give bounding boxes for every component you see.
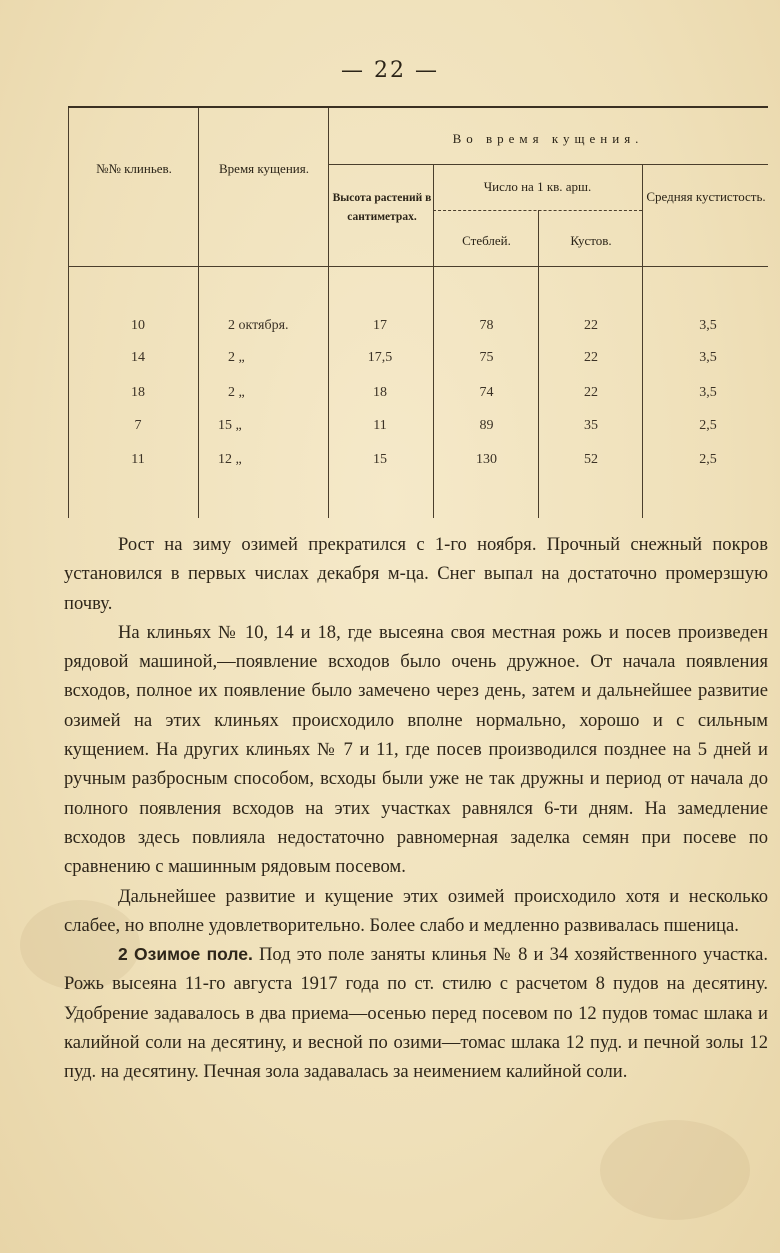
cell-height: 17,5 [367, 350, 393, 365]
header-tillering-time: Время кущения. [219, 161, 309, 176]
table-column-divider [328, 108, 329, 518]
section-heading-winter-field: 2 Озимое поле. [118, 944, 253, 965]
cell-clin-number: 14 [131, 350, 145, 365]
header-bushes: Кустов. [570, 233, 612, 248]
table-column-divider [642, 164, 643, 518]
table-border-left [68, 108, 69, 518]
data-table [68, 106, 768, 518]
cell-tillering-time: 12 „ [218, 452, 242, 467]
cell-tillering-time: 2 „ [228, 350, 245, 365]
paragraph-clins-sowing: На клиньях № 10, 14 и 18, где высеяна своя местная рожь и посев произведен рядовой машиной,—появление всходов было очень дружное. От начала появления всходов, полное их появление было замечено через день, затем и дальнейшее развитие озимей на этих клиньях происходило вполне нормально, хорошо и с сильным кущением. На других клиньях № 7 и 11, где посев производился позднее на 5 дней и ручным разбросным способом, всходы были уже не так дружны и период от начала до полного появления всходов на этих участках равнялся 6-ти дням. На замедление всходов здесь повлияла недостаточно равномерная заделка семян при посеве по сравнению с машинным рядовым посевом. [64, 621, 768, 878]
cell-average-bushiness: 3,5 [699, 350, 717, 365]
cell-stems: 74 [479, 385, 494, 400]
table-column-divider [433, 164, 434, 518]
cell-clin-number: 18 [131, 385, 145, 400]
paragraph-winter-stop: Рост на зиму озимей прекратился с 1-го ноября. Прочный снежный покров установился в первых числах декабря м-ца. Снег выпал на достаточно промерзшую почву. [64, 534, 768, 614]
cell-clin-number: 11 [131, 452, 145, 467]
header-average-bushiness: Средняя кустистость. [646, 189, 766, 204]
header-during-tillering: Во время кущения. [452, 131, 644, 146]
cell-stems: 89 [479, 418, 494, 433]
cell-bushes: 35 [584, 418, 598, 433]
cell-stems: 78 [479, 318, 494, 333]
paragraph-winter-field-text: Под это поле заняты клинья № 8 и 34 хозяйственного участка. Рожь высеяна 11-го августа 1917 года по ст. стилю с расчетом 8 пудов на десятину. Удобрение задавалось в два приема—осенью перед посевом по 12 пудов томас шлака и калийной соли на десятину, и весной по озими—томас шлака 12 пуд. и печной золы 12 пуд. на десятину. Печная зола задавалась за неимением калийной соли. [64, 944, 769, 1083]
cell-height: 11 [373, 418, 387, 433]
cell-bushes: 22 [584, 385, 598, 400]
cell-stems: 130 [476, 452, 497, 467]
cell-average-bushiness: 2,5 [699, 418, 717, 433]
cell-height: 18 [373, 385, 387, 400]
cell-bushes: 22 [584, 318, 598, 333]
cell-bushes: 52 [584, 452, 598, 467]
header-count-per-arshin: Число на 1 кв. арш. [483, 179, 592, 194]
table-column-divider [538, 210, 539, 518]
cell-clin-number: 7 [134, 418, 142, 433]
table-header-bottom-rule [68, 266, 768, 267]
cell-tillering-time: 2 „ [228, 385, 245, 400]
cell-bushes: 22 [584, 350, 598, 365]
paper-stain [600, 1120, 750, 1220]
cell-average-bushiness: 3,5 [699, 318, 717, 333]
body-text [64, 530, 768, 1087]
table-header-rule [328, 164, 768, 165]
cell-stems: 75 [479, 350, 494, 365]
header-plant-height [332, 188, 432, 226]
page-number: — 22 — [341, 58, 439, 83]
header-clin-number: №№ клиньев. [96, 161, 172, 176]
cell-height: 15 [373, 452, 387, 467]
cell-average-bushiness: 3,5 [699, 385, 717, 400]
paragraph-further-development: Дальнейшее развитие и кущение этих озимей происходило хотя и несколько слабее, но вполне удовлетворительно. Более слабо и медленно развивалась пшеница. [64, 885, 768, 936]
cell-tillering-time: 15 „ [218, 418, 242, 433]
cell-height: 17 [373, 318, 387, 333]
paragraph-winter-field [64, 940, 768, 1086]
table-column-divider [198, 108, 199, 518]
header-plant-height-text: Высота растений в сантиметрах. [332, 192, 432, 223]
cell-tillering-time: 2 октября. [228, 318, 289, 333]
header-stems: Стеблей. [462, 233, 511, 248]
cell-average-bushiness: 2,5 [699, 452, 717, 467]
table-header-rule [433, 210, 642, 211]
cell-clin-number: 10 [131, 318, 145, 333]
